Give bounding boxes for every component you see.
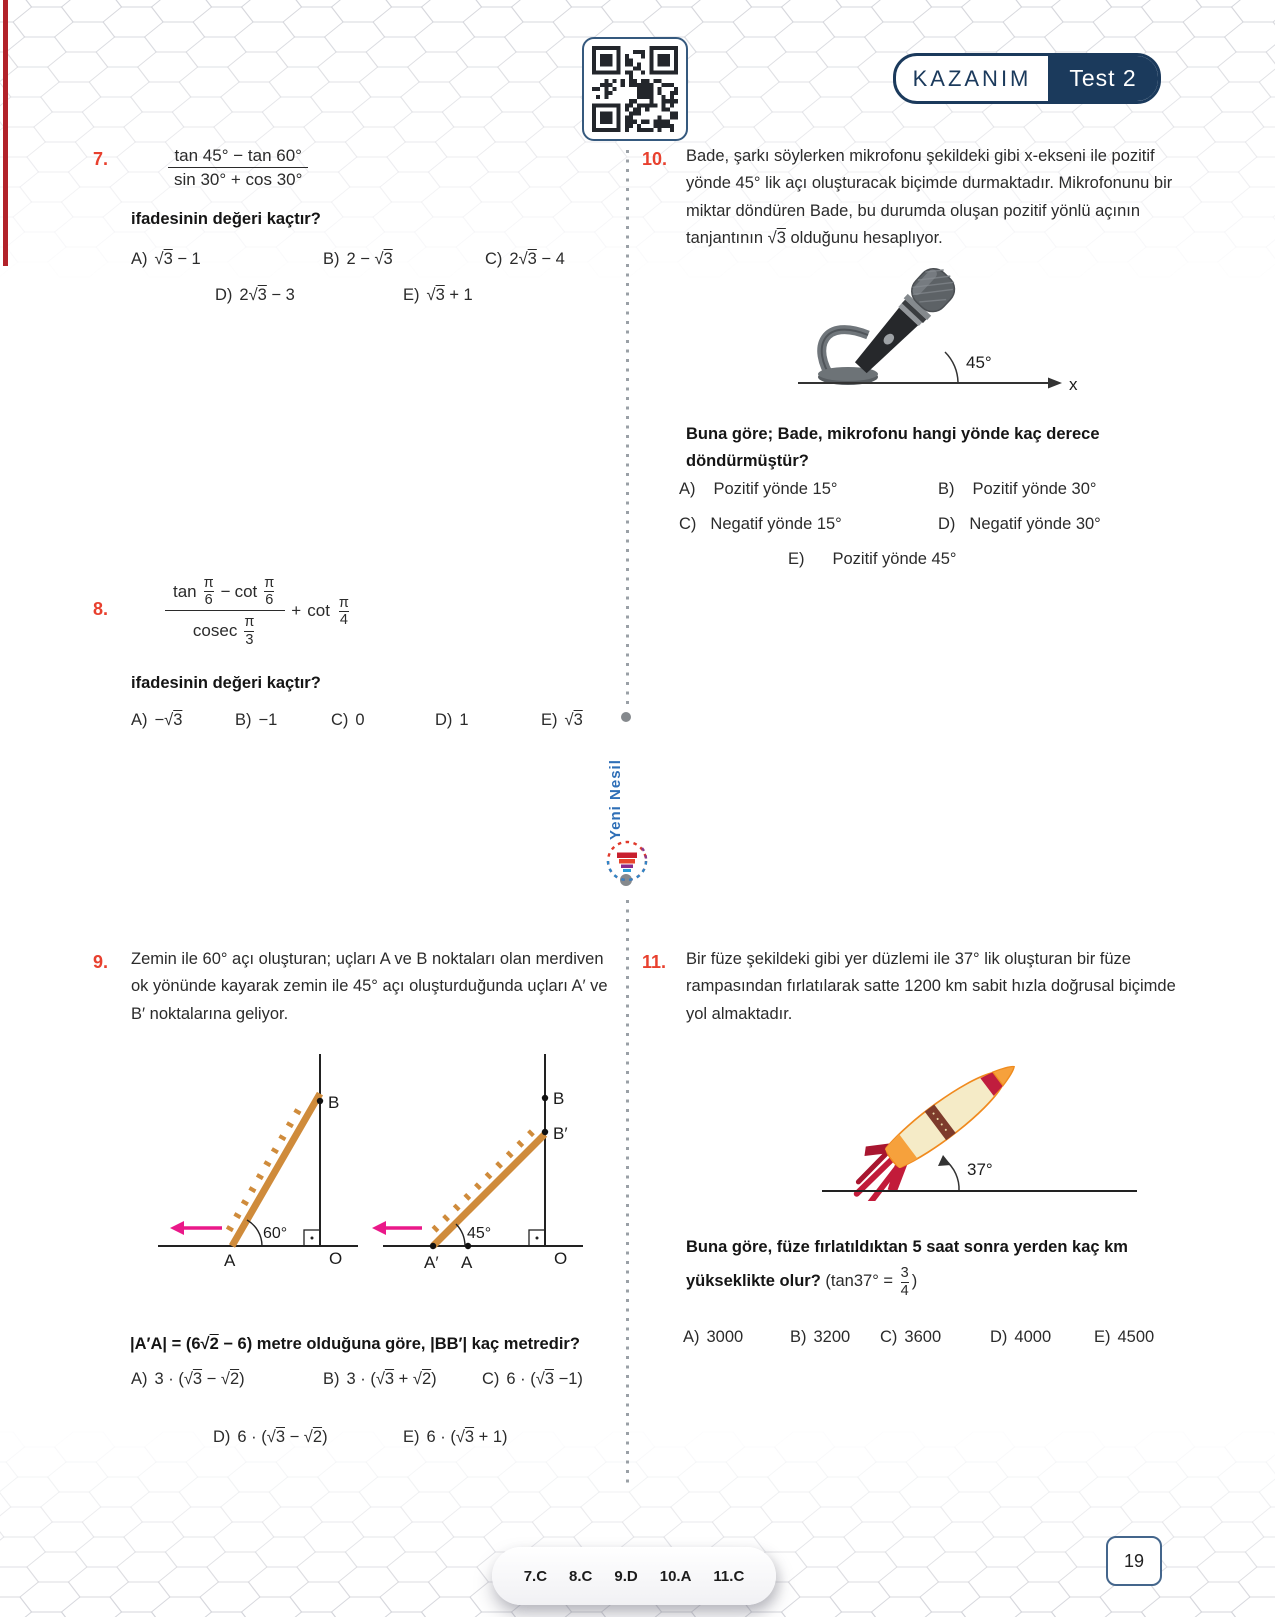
- question-text: Zemin ile 60° açı oluşturan; uçları A ve B noktaları olan merdiven ok yönünde kayarak zemin ile 45° açı oluşturduğunda uçları A′ ve B′ noktalarına geliyor.: [131, 946, 613, 1028]
- page-edge-mark: [3, 0, 8, 266]
- stem-line-2: yükseklikte olur?: [686, 1272, 821, 1290]
- question-number: 10.: [642, 145, 667, 175]
- microphone-icon: [847, 263, 962, 381]
- option-b: B) −1: [235, 707, 277, 734]
- option-e: E) √3 + 1: [403, 282, 473, 309]
- question-stem: Buna göre; Bade, mikrofonu hangi yönde kaç derece döndürmüştür?: [686, 421, 1178, 476]
- question-9: [93, 946, 618, 1491]
- option-d: D) 6 · (√3 − √2): [213, 1424, 328, 1451]
- question-stem: [686, 1234, 1182, 1299]
- question-number: 8.: [93, 595, 108, 625]
- option-e: E) √3: [541, 707, 583, 734]
- label-angle-45: 45°: [966, 353, 992, 372]
- option-a: A) −√3: [131, 707, 182, 734]
- option-a: A) 3000: [683, 1324, 743, 1351]
- badge-kazanim-label: KAZANIM: [896, 56, 1048, 101]
- answer-10: 10.A: [660, 1568, 692, 1585]
- divider-dot: [621, 712, 631, 722]
- option-c: C) 6 · (√3 −1): [482, 1366, 583, 1393]
- options: [93, 1366, 618, 1476]
- stem-line-1: Buna göre, füze fırlatıldıktan 5 saat sonra yerden kaç km: [686, 1234, 1182, 1261]
- question-stem: ifadesinin değeri kaçtır?: [131, 206, 613, 233]
- option-d: D) 2√3 − 3: [215, 282, 295, 309]
- label-A-prime: A′: [424, 1253, 439, 1272]
- label-B: B: [553, 1089, 564, 1108]
- options: [642, 476, 1182, 596]
- label-A: A: [461, 1253, 473, 1272]
- answer-9: 9.D: [614, 1568, 637, 1585]
- option-c: C) 3600: [880, 1324, 941, 1351]
- qr-code: [592, 46, 678, 132]
- label-B: B: [328, 1093, 339, 1112]
- label-angle-45: 45°: [467, 1225, 491, 1242]
- answer-11: 11.C: [713, 1568, 744, 1585]
- option-d: D) 1: [435, 707, 469, 734]
- option-d: D) 4000: [990, 1324, 1051, 1351]
- answer-key: [492, 1547, 776, 1605]
- option-a: A) √3 − 1: [131, 246, 201, 273]
- question-7: [93, 143, 613, 330]
- option-c: C) Negatif yönde 15°: [679, 511, 842, 538]
- fraction-denominator: sin 30° + cos 30°: [168, 167, 308, 192]
- expression: [168, 145, 308, 192]
- answer-8: 8.C: [569, 1568, 592, 1585]
- rocket-figure: [807, 1041, 1147, 1201]
- label-x-axis: x: [1069, 375, 1078, 394]
- question-stem: ifadesinin değeri kaçtır?: [131, 670, 613, 697]
- test-badge: [893, 53, 1161, 104]
- divider-dotted-top: [626, 150, 629, 706]
- question-number: 7.: [93, 145, 108, 175]
- question-10: [642, 143, 1182, 923]
- question-number: 11.: [642, 948, 666, 978]
- page-number: 19: [1106, 1536, 1162, 1586]
- expression: tan π 6 − cot π 6 cosec π 3 + cot π 4: [165, 575, 352, 648]
- option-e: E) Pozitif yönde 45°: [788, 546, 957, 573]
- option-c: C) 2√3 − 4: [485, 246, 565, 273]
- option-b: B) Pozitif yönde 30°: [938, 476, 1097, 503]
- option-b: B) 3 · (√3 + √2): [323, 1366, 437, 1393]
- question-11: [642, 946, 1182, 1406]
- question-8: [93, 575, 613, 749]
- label-O: O: [554, 1249, 567, 1268]
- qr-code-box: [582, 37, 688, 141]
- options: [642, 1324, 1182, 1364]
- label-A: A: [224, 1251, 236, 1270]
- label-O: O: [329, 1249, 342, 1268]
- microphone-figure: [790, 263, 1090, 408]
- publisher-wordmark: Yeni Nesil: [607, 740, 624, 840]
- question-stem: |A′A| = (6√2 − 6) metre olduğuna göre, |BB′| kaç metredir?: [130, 1331, 618, 1358]
- option-a: A) Pozitif yönde 15°: [679, 476, 838, 503]
- tan-note: (tan37° = $\frac{3}{4}$ ): [825, 1272, 917, 1290]
- option-b: B) 2 − √3: [323, 246, 393, 273]
- label-angle-60: 60°: [263, 1225, 287, 1242]
- rocket-icon: [837, 1046, 1031, 1201]
- option-b: B) 3200: [790, 1324, 850, 1351]
- option-c: C) 0: [331, 707, 365, 734]
- badge-test-label: Test 2: [1048, 56, 1158, 101]
- option-e: E) 4500: [1094, 1324, 1154, 1351]
- options: [93, 246, 613, 330]
- option-a: A) 3 · (√3 − √2): [131, 1366, 245, 1393]
- options: [93, 707, 613, 749]
- divider-dotted-bottom: [626, 900, 629, 1488]
- question-number: 9.: [93, 948, 108, 978]
- answer-7: 7.C: [524, 1568, 547, 1585]
- option-d: D) Negatif yönde 30°: [938, 511, 1101, 538]
- question-text: Bir füze şekildeki gibi yer düzlemi ile 37° lik oluşturan bir füze rampasından fırlatılarak satte 1200 km sabit hızla doğrusal biçimde yol almaktadır.: [686, 946, 1182, 1028]
- label-B-prime: B′: [553, 1124, 568, 1143]
- question-text: Bade, şarkı söylerken mikrofonu şekildeki gibi x-ekseni ile pozitif yönde 45° lik açı oluşturacak biçimde durmaktadır. Mikrofonunu bir miktar döndüren Bade, bu durumda oluşan pozitif yönlü açının tanjantının √3 olduğunu hesaplıyor.: [686, 143, 1182, 253]
- option-e: E) 6 · (√3 + 1): [403, 1424, 508, 1451]
- ladder-figure: [150, 1046, 585, 1274]
- fraction-numerator: tan 45° − tan 60°: [168, 145, 308, 167]
- label-angle-37: 37°: [967, 1160, 993, 1179]
